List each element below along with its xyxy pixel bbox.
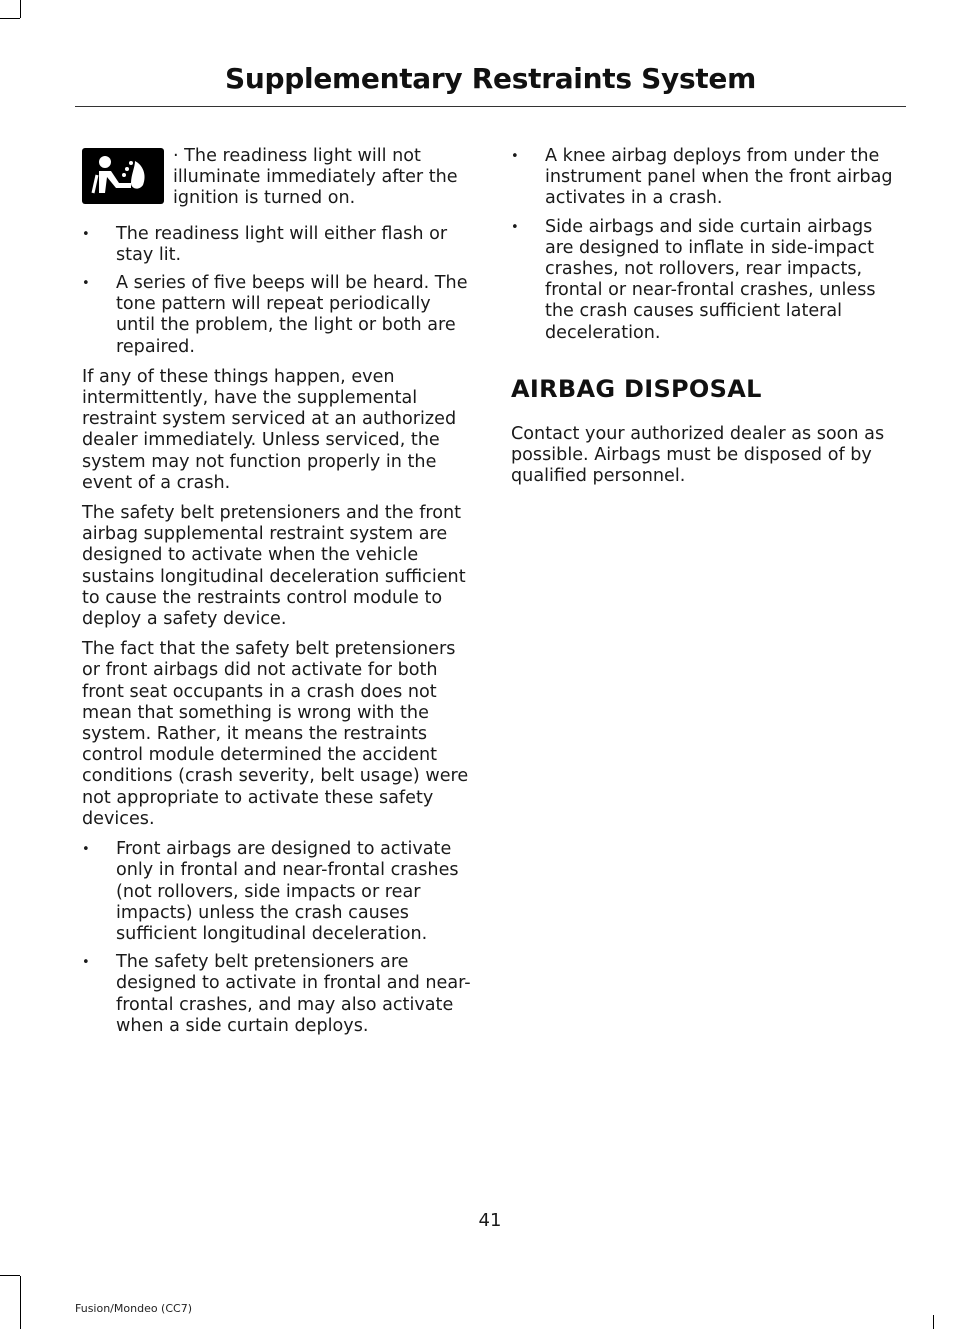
list-item: • The readiness light will either flash or stay lit. — [82, 224, 472, 266]
icon-note — [82, 146, 472, 210]
footer-text: Fusion/Mondeo (CC7) — [75, 1302, 193, 1315]
list-item: • A knee airbag deploys from under the instrument panel when the front airbag activates in a crash. — [511, 146, 903, 210]
page-number: 41 — [478, 1210, 502, 1231]
page-title: Supplementary Restraints System — [225, 62, 756, 95]
crop-mark — [0, 18, 20, 19]
list-item: • The safety belt pretensioners are designed to activate in frontal and near-frontal crashes, and may also activate when a side curtain deploys. — [82, 952, 472, 1037]
airbag-warning-icon — [82, 148, 164, 204]
crop-mark — [20, 0, 21, 18]
list-item: • Side airbags and side curtain airbags are designed to inflate in side-impact crashes, not rollovers, rear impacts, frontal or near-frontal crashes, unless the crash causes sufficient lateral deceleration. — [511, 217, 903, 344]
section-heading: AIRBAG DISPOSAL — [511, 374, 762, 403]
bullet-list — [82, 839, 472, 1037]
list-item: • Front airbags are designed to activate only in frontal and near-frontal crashes (not rollovers, side impacts or rear impacts) unless the crash causes sufficient longitudinal deceleration. — [82, 839, 472, 945]
list-item: • A series of five beeps will be heard. The tone pattern will repeat periodically until the problem, the light or both are repaired. — [82, 273, 472, 358]
paragraph: The safety belt pretensioners and the front airbag supplemental restraint system are designed to activate when the vehicle sustains longitudinal deceleration sufficient to cause the restraints control module to deploy a safety device. — [82, 503, 466, 630]
icon-note-text: · The readiness light will not illuminate immediately after the ignition is turned on. — [173, 146, 458, 209]
crop-mark — [0, 1275, 20, 1276]
title-divider — [75, 106, 906, 107]
crop-mark — [20, 1315, 21, 1329]
paragraph: The fact that the safety belt pretensioners or front airbags did not activate for both front seat occupants in a crash does not mean that something is wrong with the system. Rather, it means the restraints control module determined the accident conditions (crash severity, belt usage) were not appropriate to activate these safety devices. — [82, 639, 469, 829]
left-column — [82, 146, 472, 1046]
right-column — [511, 146, 903, 496]
paragraph: Contact your authorized dealer as soon as possible. Airbags must be disposed of by qualified personnel. — [511, 423, 885, 487]
bullet-list — [82, 224, 472, 358]
bullet-list — [511, 146, 903, 344]
crop-mark — [933, 1315, 934, 1329]
paragraph: If any of these things happen, even intermittently, have the supplemental restraint system serviced at an authorized dealer immediately. Unless serviced, the system may not function properly in the event of a crash. — [82, 366, 457, 493]
